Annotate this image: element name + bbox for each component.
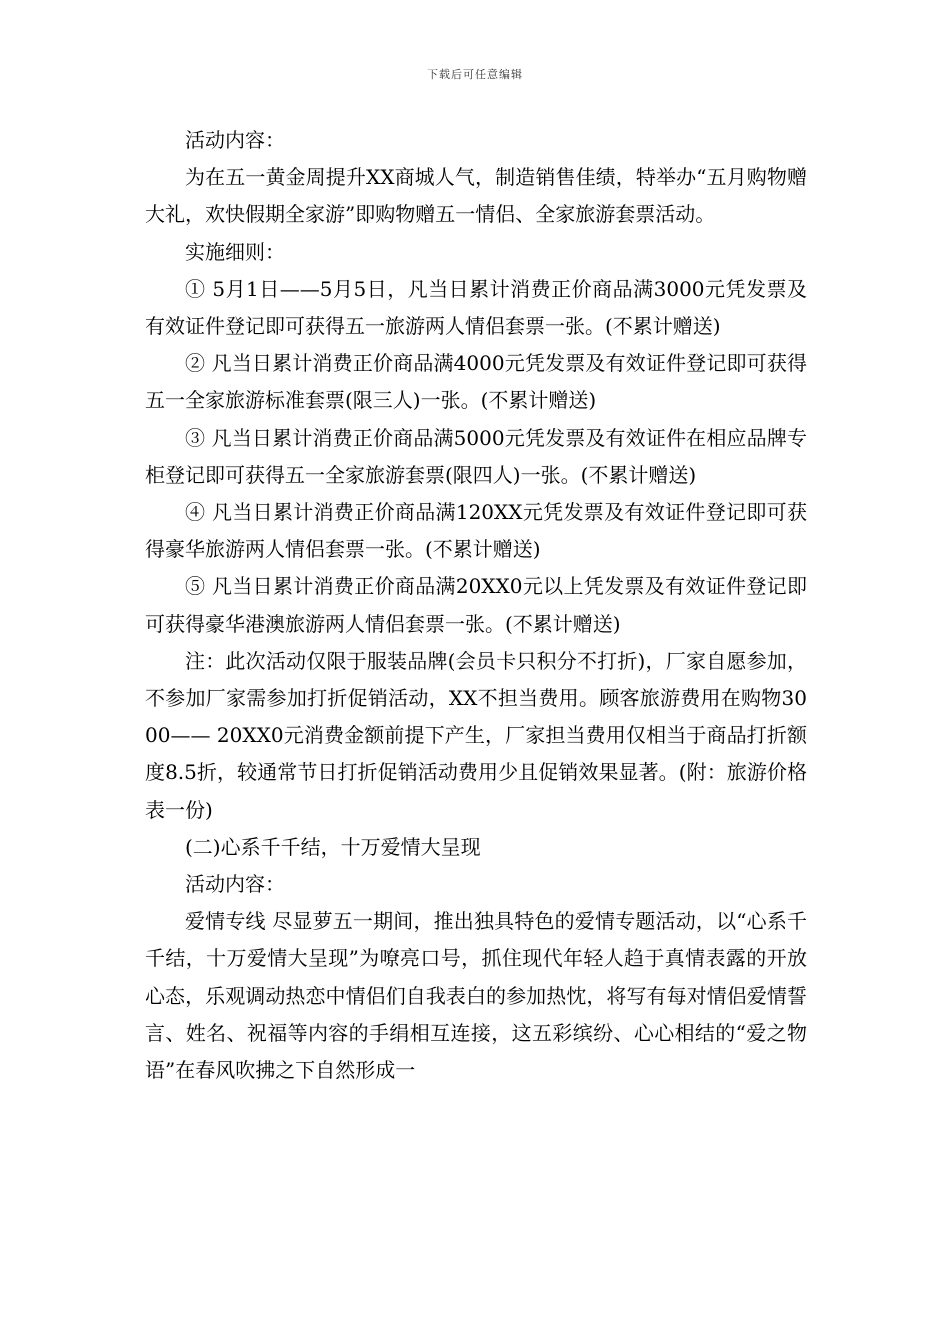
paragraph-rule-3: ③ 凡当日累计消费正价商品满5000元凭发票及有效证件在相应品牌专柜登记即可获得五一全家旅游套票(限四人)一张。(不累计赠送)	[145, 425, 807, 487]
paragraph-love-activity: 爱情专线 尽显萝五一期间，推出独具特色的爱情专题活动，以“心系千千结，十万爱情大呈现”为嘹亮口号，抓住现代年轻人趋于真情表露的开放心态，乐观调动热恋中情侣们自我表白的参加热忱，将写有每对情侣爱情誓言、姓名、祝福等内容的手绢相互连接，这五彩缤纷、心心相结的“爱之物语”在春风吹拂之下自然形成一	[145, 909, 807, 1083]
header-note: 下载后可任意编辑	[427, 68, 523, 81]
paragraph-rule-5: ⑤ 凡当日累计消费正价商品满20XX0元以上凭发票及有效证件登记即可获得豪华港澳旅游两人情侣套票一张。(不累计赠送)	[145, 574, 807, 636]
paragraph-rule-2: ② 凡当日累计消费正价商品满4000元凭发票及有效证件登记即可获得五一全家旅游标准套票(限三人)一张。(不累计赠送)	[145, 351, 807, 413]
paragraph-section-heading: (二)心系千千结，十万爱情大呈现	[185, 834, 481, 859]
paragraph-activity-content-label: 活动内容：	[185, 128, 285, 152]
paragraph-details-label: 实施细则：	[185, 239, 285, 264]
paragraph-rule-1: ① 5月1日——5月5日，凡当日累计消费正价商品满3000元凭发票及有效证件登记即可获得五一旅游两人情侣套票一张。(不累计赠送)	[145, 276, 807, 339]
document-body	[145, 122, 807, 1089]
paragraph-activity-content-label-2: 活动内容：	[185, 872, 285, 897]
paragraph-intro: 为在五一黄金周提升XX商城人气，制造销售佳绩，特举办“五月购物赠大礼，欢快假期全家游”即购物赠五一情侣、全家旅游套票活动。	[145, 165, 807, 227]
paragraph-note: 注：此次活动仅限于服装品牌(会员卡只积分不打折)，厂家自愿参加，不参加厂家需参加打折促销活动，XX不担当费用。顾客旅游费用在购物3000—— 20XX0元消费金额前提下产生，厂家担当费用仅相当于商品打折额度8.5折，较通常节日打折促销活动费用少且促销效果显著。(附：旅游价格表一份)	[145, 648, 807, 822]
paragraph-rule-4: ④ 凡当日累计消费正价商品满120XX元凭发票及有效证件登记即可获得豪华旅游两人情侣套票一张。(不累计赠送)	[145, 500, 807, 562]
